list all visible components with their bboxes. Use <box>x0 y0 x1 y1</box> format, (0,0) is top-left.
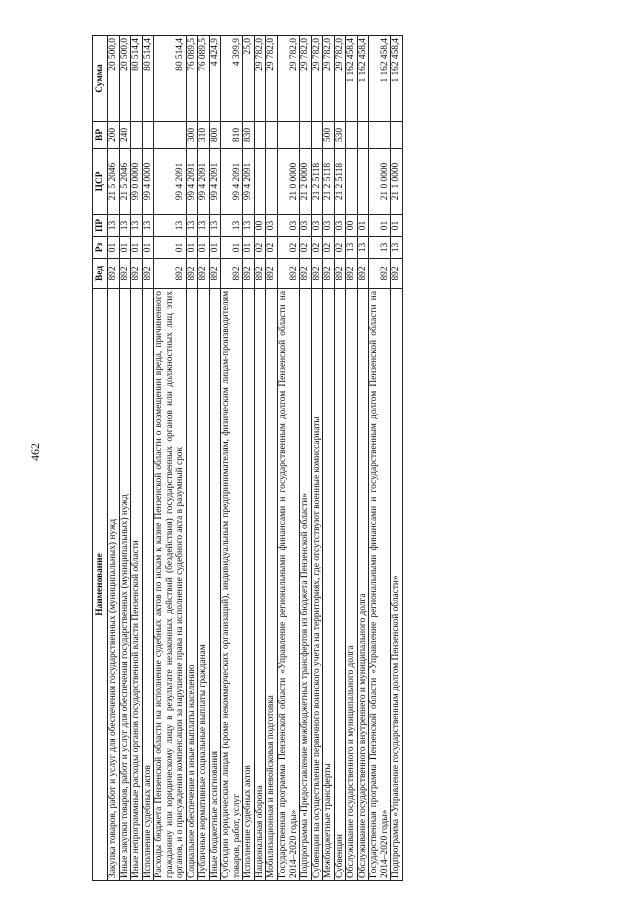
col-header-subsection: ПР <box>93 215 108 237</box>
cell-amount: 80 514,4 <box>142 36 154 122</box>
cell-dept: 892 <box>186 259 198 289</box>
table-row <box>311 36 323 881</box>
cell-section: 01 <box>209 237 221 259</box>
cell-section: 02 <box>254 237 266 259</box>
cell-section: 01 <box>243 237 255 259</box>
cell-dept: 892 <box>119 259 131 289</box>
cell-target-article: 99 4 2091 <box>154 149 187 215</box>
cell-subsection: 13 <box>221 215 243 237</box>
cell-expense-type <box>311 122 323 149</box>
cell-name: Иные бюджетные ассигнования <box>209 289 221 881</box>
table-row <box>300 36 312 881</box>
cell-section: 13 <box>357 237 369 259</box>
cell-name: Публичные нормативные социальные выплаты гражданам <box>198 289 210 881</box>
col-header-name: Наименование <box>93 289 108 881</box>
cell-name: Межбюджетные трансферты <box>323 289 335 881</box>
cell-expense-type: 810 <box>221 122 243 149</box>
cell-expense-type <box>254 122 266 149</box>
table-row <box>198 36 210 881</box>
table-row <box>119 36 131 881</box>
cell-amount: 20 500,0 <box>108 36 120 122</box>
page-number: 462 <box>28 443 42 461</box>
cell-dept: 892 <box>131 259 143 289</box>
cell-name: Государственная программа Пензенской области «Управление региональными финансами и государственным долгом Пензенской области на 2014–2020 годы» <box>369 289 391 881</box>
cell-amount: 1 162 458,4 <box>391 36 403 122</box>
table-row <box>277 36 299 881</box>
cell-name: Закупка товаров, работ и услуг для обеспечения государственных (муниципальных) нужд <box>108 289 120 881</box>
cell-target-article: 99 4 2091 <box>243 149 255 215</box>
cell-name: Расходы бюджета Пензенской области на исполнение судебных актов по искам к казне Пензенской области о возмещении вреда, причиненного гражданину или юридическому лицу в результате незаконных действий (бездействия) государственных органов или должностных лиц этих органов, и о присуждении компенсации за нарушение права на исполнение судебного акта в разумный срок <box>154 289 187 881</box>
cell-target-article: 99 4 2091 <box>186 149 198 215</box>
cell-target-article: 21 1 0000 <box>391 149 403 215</box>
cell-dept: 892 <box>108 259 120 289</box>
cell-target-article: 99 4 2091 <box>209 149 221 215</box>
cell-subsection: 13 <box>186 215 198 237</box>
cell-dept: 892 <box>334 259 346 289</box>
cell-dept: 892 <box>300 259 312 289</box>
cell-subsection: 03 <box>323 215 335 237</box>
cell-name: Иные закупки товаров, работ и услуг для обеспечения государственных (муниципальных) нужд <box>119 289 131 881</box>
cell-subsection: 13 <box>243 215 255 237</box>
cell-amount: 29 782,0 <box>334 36 346 122</box>
cell-dept: 892 <box>369 259 391 289</box>
budget-table <box>92 35 403 881</box>
cell-name: Обслуживание государственного внутреннего и муниципального долга <box>357 289 369 881</box>
cell-subsection: 00 <box>254 215 266 237</box>
cell-subsection: 03 <box>266 215 278 237</box>
cell-target-article: 21 2 5118 <box>311 149 323 215</box>
table-row <box>254 36 266 881</box>
cell-target-article: 21 5 2046 <box>108 149 120 215</box>
cell-target-article <box>254 149 266 215</box>
cell-name: Национальная оборона <box>254 289 266 881</box>
table-row <box>323 36 335 881</box>
cell-dept: 892 <box>311 259 323 289</box>
cell-expense-type <box>131 122 143 149</box>
cell-target-article: 99 0 0000 <box>131 149 143 215</box>
cell-name: Государственная программа Пензенской области «Управление региональными финансами и государственным долгом Пензенской области на 2014–2020 годы» <box>277 289 299 881</box>
cell-amount: 4 424,9 <box>209 36 221 122</box>
table-row <box>142 36 154 881</box>
cell-expense-type <box>391 122 403 149</box>
table-row <box>209 36 221 881</box>
cell-subsection: 03 <box>311 215 323 237</box>
cell-amount: 76 089,5 <box>186 36 198 122</box>
cell-subsection: 13 <box>198 215 210 237</box>
cell-section: 02 <box>323 237 335 259</box>
table-row <box>369 36 391 881</box>
cell-dept: 892 <box>154 259 187 289</box>
cell-dept: 892 <box>391 259 403 289</box>
cell-subsection: 00 <box>346 215 358 237</box>
cell-section: 02 <box>311 237 323 259</box>
cell-subsection: 01 <box>369 215 391 237</box>
cell-amount: 29 782,0 <box>266 36 278 122</box>
col-header-amount: Сумма <box>93 36 108 122</box>
cell-expense-type <box>369 122 391 149</box>
cell-dept: 892 <box>346 259 358 289</box>
cell-target-article: 21 0 0000 <box>277 149 299 215</box>
cell-section: 13 <box>369 237 391 259</box>
cell-dept: 892 <box>357 259 369 289</box>
cell-expense-type <box>300 122 312 149</box>
table-row <box>334 36 346 881</box>
cell-dept: 892 <box>266 259 278 289</box>
cell-section: 02 <box>300 237 312 259</box>
cell-dept: 892 <box>243 259 255 289</box>
cell-name: Мобилизационная и вневойсковая подготовка <box>266 289 278 881</box>
table-row <box>266 36 278 881</box>
col-header-dept: Вед <box>93 259 108 289</box>
cell-subsection: 01 <box>391 215 403 237</box>
table-row <box>346 36 358 881</box>
cell-name: Субвенции на осуществление первичного воинского учета на территориях, где отсутствуют военные комиссариаты <box>311 289 323 881</box>
cell-amount: 80 514,4 <box>154 36 187 122</box>
cell-section: 01 <box>119 237 131 259</box>
cell-section: 02 <box>266 237 278 259</box>
col-header-section: Рз <box>93 237 108 259</box>
cell-expense-type <box>277 122 299 149</box>
cell-name: Субвенции <box>334 289 346 881</box>
cell-subsection: 03 <box>334 215 346 237</box>
cell-expense-type: 530 <box>334 122 346 149</box>
budget-table-container <box>92 36 567 881</box>
cell-name: Подпрограмма «Управление государственным долгом Пензенской области» <box>391 289 403 881</box>
cell-subsection: 03 <box>300 215 312 237</box>
col-header-target-article: ЦСР <box>93 149 108 215</box>
cell-name: Иные непрограммные расходы органов государственной власти Пензенской области <box>131 289 143 881</box>
cell-amount: 1 162 458,4 <box>346 36 358 122</box>
cell-name: Исполнение судебных актов <box>243 289 255 881</box>
cell-section: 01 <box>142 237 154 259</box>
cell-subsection: 13 <box>209 215 221 237</box>
cell-name: Исполнение судебных актов <box>142 289 154 881</box>
cell-amount: 29 782,0 <box>254 36 266 122</box>
cell-subsection: 13 <box>119 215 131 237</box>
cell-section: 13 <box>391 237 403 259</box>
cell-expense-type: 500 <box>323 122 335 149</box>
cell-amount: 1 162 458,4 <box>357 36 369 122</box>
cell-amount: 29 782,0 <box>323 36 335 122</box>
cell-name: Подпрограмма «Предоставление межбюджетных трансфертов из бюджета Пензенской области» <box>300 289 312 881</box>
cell-expense-type: 800 <box>209 122 221 149</box>
cell-section: 01 <box>198 237 210 259</box>
cell-dept: 892 <box>221 259 243 289</box>
table-row <box>357 36 369 881</box>
cell-subsection: 13 <box>108 215 120 237</box>
cell-target-article: 99 4 0000 <box>142 149 154 215</box>
cell-dept: 892 <box>209 259 221 289</box>
cell-expense-type <box>346 122 358 149</box>
cell-section: 01 <box>186 237 198 259</box>
cell-amount: 76 089,5 <box>198 36 210 122</box>
cell-dept: 892 <box>198 259 210 289</box>
table-header-row <box>93 36 108 881</box>
cell-amount: 80 514,4 <box>131 36 143 122</box>
cell-amount: 20 500,0 <box>119 36 131 122</box>
cell-expense-type <box>357 122 369 149</box>
table-row <box>131 36 143 881</box>
cell-expense-type: 830 <box>243 122 255 149</box>
cell-expense-type <box>154 122 187 149</box>
col-header-expense-type: ВР <box>93 122 108 149</box>
cell-name: Обслуживание государственного и муниципального долга <box>346 289 358 881</box>
cell-expense-type: 240 <box>119 122 131 149</box>
cell-amount: 25,0 <box>243 36 255 122</box>
cell-expense-type <box>266 122 278 149</box>
cell-dept: 892 <box>254 259 266 289</box>
cell-amount: 29 782,0 <box>300 36 312 122</box>
cell-subsection: 13 <box>142 215 154 237</box>
cell-amount: 29 782,0 <box>311 36 323 122</box>
cell-target-article <box>346 149 358 215</box>
cell-section: 02 <box>277 237 299 259</box>
table-row <box>186 36 198 881</box>
cell-section: 13 <box>346 237 358 259</box>
cell-section: 02 <box>334 237 346 259</box>
cell-target-article: 21 5 2046 <box>119 149 131 215</box>
cell-target-article <box>266 149 278 215</box>
cell-section: 01 <box>108 237 120 259</box>
rotated-table-frame <box>92 36 567 881</box>
cell-target-article <box>357 149 369 215</box>
cell-amount: 1 162 458,4 <box>369 36 391 122</box>
cell-expense-type: 200 <box>108 122 120 149</box>
cell-subsection: 03 <box>277 215 299 237</box>
cell-target-article: 99 4 2091 <box>221 149 243 215</box>
cell-expense-type: 310 <box>198 122 210 149</box>
cell-section: 01 <box>221 237 243 259</box>
cell-target-article: 21 2 5118 <box>323 149 335 215</box>
table-row <box>108 36 120 881</box>
cell-target-article: 99 4 2091 <box>198 149 210 215</box>
table-row <box>221 36 243 881</box>
cell-expense-type: 300 <box>186 122 198 149</box>
cell-expense-type <box>142 122 154 149</box>
cell-name: Субсидии юридическим лицам (кроме некоммерческих организаций), индивидуальным предпринимателям, физическим лицам-производителям товаров, работ, услуг <box>221 289 243 881</box>
table-row <box>154 36 187 881</box>
cell-dept: 892 <box>142 259 154 289</box>
cell-subsection: 13 <box>154 215 187 237</box>
cell-dept: 892 <box>277 259 299 289</box>
cell-amount: 29 782,0 <box>277 36 299 122</box>
cell-target-article: 21 0 0000 <box>369 149 391 215</box>
cell-amount: 4 399,9 <box>221 36 243 122</box>
cell-section: 01 <box>154 237 187 259</box>
cell-name: Социальное обеспечение и иные выплаты населению <box>186 289 198 881</box>
table-row <box>391 36 403 881</box>
cell-subsection: 01 <box>357 215 369 237</box>
table-row <box>243 36 255 881</box>
cell-dept: 892 <box>323 259 335 289</box>
cell-subsection: 13 <box>131 215 143 237</box>
cell-section: 01 <box>131 237 143 259</box>
cell-target-article: 21 2 5118 <box>334 149 346 215</box>
cell-target-article: 21 2 0000 <box>300 149 312 215</box>
table-body <box>108 36 403 881</box>
